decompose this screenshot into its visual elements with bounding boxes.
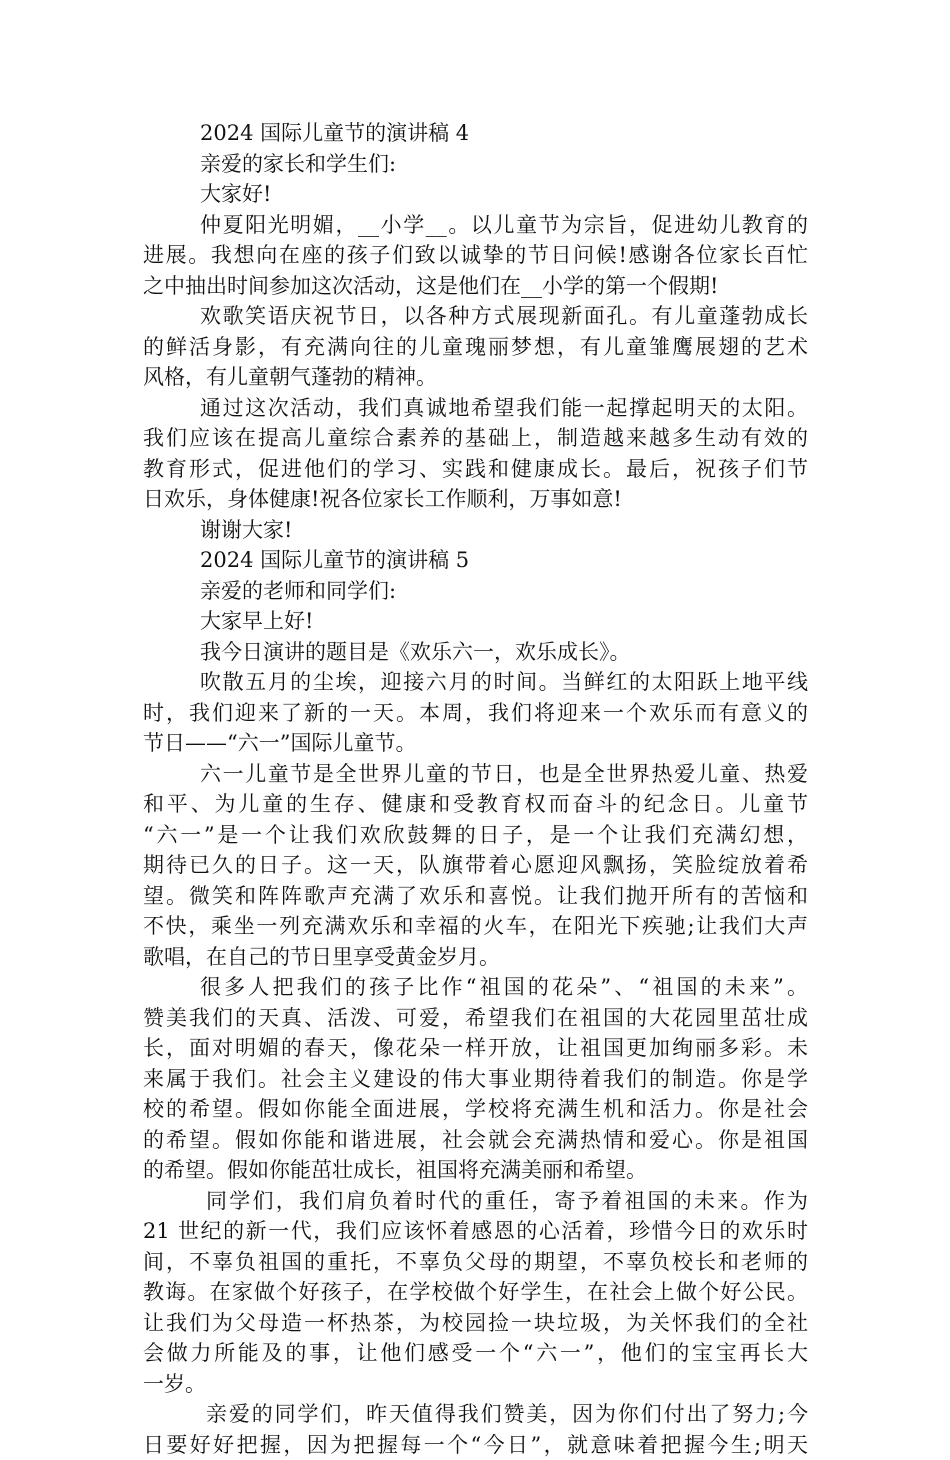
- text-line: 长，面对明媚的春天，像花朵一样开放，让祖国更加绚丽多彩。未: [143, 1033, 808, 1064]
- text-line: 2024 国际儿童节的演讲稿 5: [143, 545, 808, 576]
- document-page: [143, 118, 808, 1460]
- text-line: 很多人把我们的孩子比作“祖国的花朵”、“祖国的未来”。: [143, 972, 808, 1003]
- text-line: 进展。我想向在座的孩子们致以诚挚的节日问候!感谢各位家长百忙: [143, 240, 808, 271]
- text-line: 节日——“六一”国际儿童节。: [143, 728, 808, 759]
- text-line: 的鲜活身影，有充满向往的儿童瑰丽梦想，有儿童雏鹰展翅的艺术: [143, 332, 808, 363]
- text-line: 间，不辜负祖国的重托，不辜负父母的期望，不辜负校长和老师的: [143, 1247, 808, 1278]
- text-line: 大家早上好!: [143, 606, 808, 637]
- text-line: 2024 国际儿童节的演讲稿 4: [143, 118, 808, 149]
- text-line: 不快，乘坐一列充满欢乐和幸福的火车，在阳光下疾驰;让我们大声: [143, 911, 808, 942]
- text-line: 亲爱的老师和同学们:: [143, 576, 808, 607]
- text-line: 吹散五月的尘埃，迎接六月的时间。当鲜红的太阳跃上地平线: [143, 667, 808, 698]
- text-line: 我今日演讲的题目是《欢乐六一，欢乐成长》。: [143, 637, 808, 668]
- text-line: 教育形式，促进他们的学习、实践和健康成长。最后，祝孩子们节: [143, 454, 808, 485]
- text-line: 风格，有儿童朝气蓬勃的精神。: [143, 362, 808, 393]
- text-line: 时，我们迎来了新的一天。本周，我们将迎来一个欢乐而有意义的: [143, 698, 808, 729]
- text-line: 大家好!: [143, 179, 808, 210]
- text-line: 同学们，我们肩负着时代的重任，寄予着祖国的未来。作为: [143, 1186, 808, 1217]
- text-line: 来属于我们。社会主义建设的伟大事业期待着我们的制造。你是学: [143, 1064, 808, 1095]
- text-line: 让我们为父母造一杯热茶，为校园捡一块垃圾，为关怀我们的全社: [143, 1308, 808, 1339]
- text-line: 校的希望。假如你能全面进展，学校将充满生机和活力。你是社会: [143, 1094, 808, 1125]
- text-line: 之中抽出时间参加这次活动，这是他们在__小学的第一个假期!: [143, 271, 808, 302]
- text-line: 会做力所能及的事，让他们感受一个“六一”，他们的宝宝再长大: [143, 1338, 808, 1369]
- text-line: 日欢乐，身体健康!祝各位家长工作顺利，万事如意!: [143, 484, 808, 515]
- text-line: 教诲。在家做个好孩子，在学校做个好学生，在社会上做个好公民。: [143, 1277, 808, 1308]
- text-line: 日要好好把握，因为把握每一个“今日”，就意味着把握今生;明天: [143, 1430, 808, 1460]
- text-line: 的希望。假如你能和谐进展，社会就会充满热情和爱心。你是祖国: [143, 1125, 808, 1156]
- text-line: 和平、为儿童的生存、健康和受教育权而奋斗的纪念日。儿童节: [143, 789, 808, 820]
- text-line: 亲爱的家长和学生们:: [143, 149, 808, 180]
- text-line: 歌唱，在自己的节日里享受黄金岁月。: [143, 942, 808, 973]
- text-line: 欢歌笑语庆祝节日，以各种方式展现新面孔。有儿童蓬勃成长: [143, 301, 808, 332]
- text-line: 谢谢大家!: [143, 515, 808, 546]
- text-line: 21 世纪的新一代，我们应该怀着感恩的心活着，珍惜今日的欢乐时: [143, 1216, 808, 1247]
- text-line: “六一”是一个让我们欢欣鼓舞的日子，是一个让我们充满幻想，: [143, 820, 808, 851]
- text-line: 的希望。假如你能茁壮成长，祖国将充满美丽和希望。: [143, 1155, 808, 1186]
- text-line: 期待已久的日子。这一天，队旗带着心愿迎风飘扬，笑脸绽放着希: [143, 850, 808, 881]
- text-line: 望。微笑和阵阵歌声充满了欢乐和喜悦。让我们抛开所有的苦恼和: [143, 881, 808, 912]
- text-line: 一岁。: [143, 1369, 808, 1400]
- text-line: 亲爱的同学们，昨天值得我们赞美，因为你们付出了努力;今: [143, 1399, 808, 1430]
- text-line: 六一儿童节是全世界儿童的节日，也是全世界热爱儿童、热爱: [143, 759, 808, 790]
- text-line: 仲夏阳光明媚，__小学__。以儿童节为宗旨，促进幼儿教育的: [143, 210, 808, 241]
- text-line: 赞美我们的天真、活泼、可爱，希望我们在祖国的大花园里茁壮成: [143, 1003, 808, 1034]
- text-line: 我们应该在提高儿童综合素养的基础上，制造越来越多生动有效的: [143, 423, 808, 454]
- text-line: 通过这次活动，我们真诚地希望我们能一起撑起明天的太阳。: [143, 393, 808, 424]
